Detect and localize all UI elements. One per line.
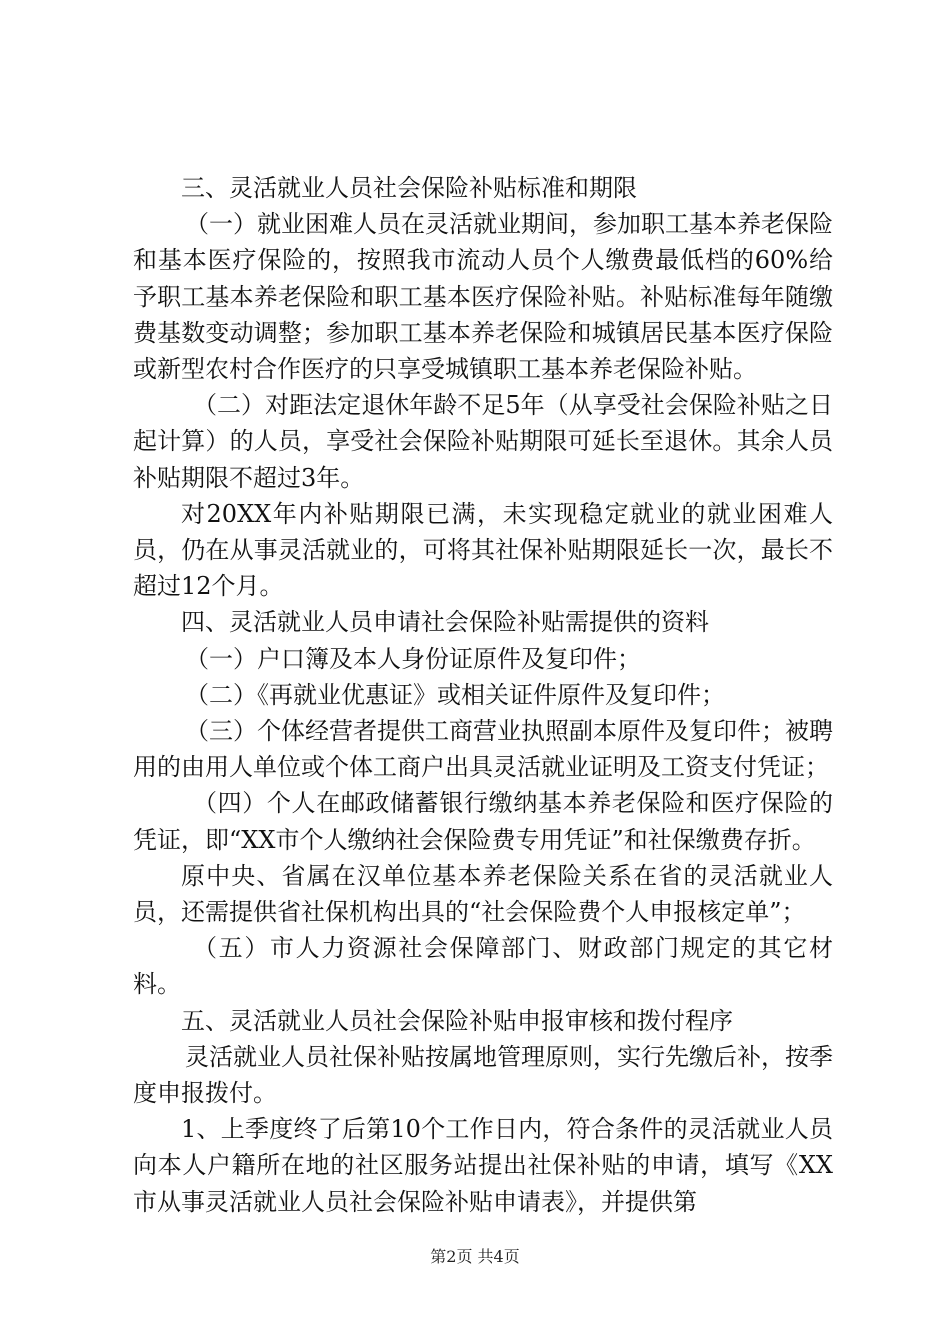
paragraph: 1、上季度终了后第10个工作日内，符合条件的灵活就业人员向本人户籍所在地的社区服务站提出社保补贴的申请，填写《XX市从事灵活就业人员社会保险补贴申请表》，并提供第: [133, 1115, 833, 1216]
list-item: （一）户口簿及本人身份证原件及复印件；: [185, 644, 641, 673]
paragraph: 灵活就业人员社保补贴按属地管理原则，实行先缴后补，按季度申报拨付。: [133, 1042, 833, 1108]
document-body: [133, 170, 833, 1220]
section-heading: 四、灵活就业人员申请社会保险补贴需提供的资料: [181, 608, 709, 637]
paragraph: （二）对距法定退休年龄不足5年（从享受社会保险补贴之日起计算）的人员，享受社会保险补贴期限可延长至退休。其余人员补贴期限不超过3年。: [133, 391, 833, 492]
list-item: （五）市人力资源社会保障部门、财政部门规定的其它材料。: [133, 934, 833, 999]
list-item: （四）个人在邮政储蓄银行缴纳基本养老保险和医疗保险的凭证，即“XX市个人缴纳社会保险费专用凭证”和社保缴费存折。: [133, 789, 833, 854]
paragraph: 对20XX年内补贴期限已满，未实现稳定就业的就业困难人员，仍在从事灵活就业的，可将其社保补贴期限延长一次，最长不超过12个月。: [133, 499, 833, 601]
page-footer: 第2页 共4页: [430, 1247, 520, 1266]
section-heading: 五、灵活就业人员社会保险补贴申报审核和拨付程序: [181, 1006, 733, 1035]
paragraph: 原中央、省属在汉单位基本养老保险关系在省的灵活就业人员，还需提供省社保机构出具的“社会保险费个人申报核定单”；: [133, 861, 833, 927]
list-item: （三）个体经营者提供工商营业执照副本原件及复印件；被聘用的由用人单位或个体工商户出具灵活就业证明及工资支付凭证；: [133, 717, 833, 782]
list-item: （二）《再就业优惠证》或相关证件原件及复印件；: [185, 680, 725, 709]
paragraph: （一）就业困难人员在灵活就业期间，参加职工基本养老保险和基本医疗保险的，按照我市流动人员个人缴费最低档的60%给予职工基本养老保险和职工基本医疗保险补贴。补贴标准每年随缴费基数变动调整；参加职工基本养老保险和城镇居民基本医疗保险或新型农村合作医疗的只享受城镇职工基本养老保险补贴。: [133, 210, 833, 384]
section-heading: 三、灵活就业人员社会保险补贴标准和期限: [181, 174, 637, 202]
